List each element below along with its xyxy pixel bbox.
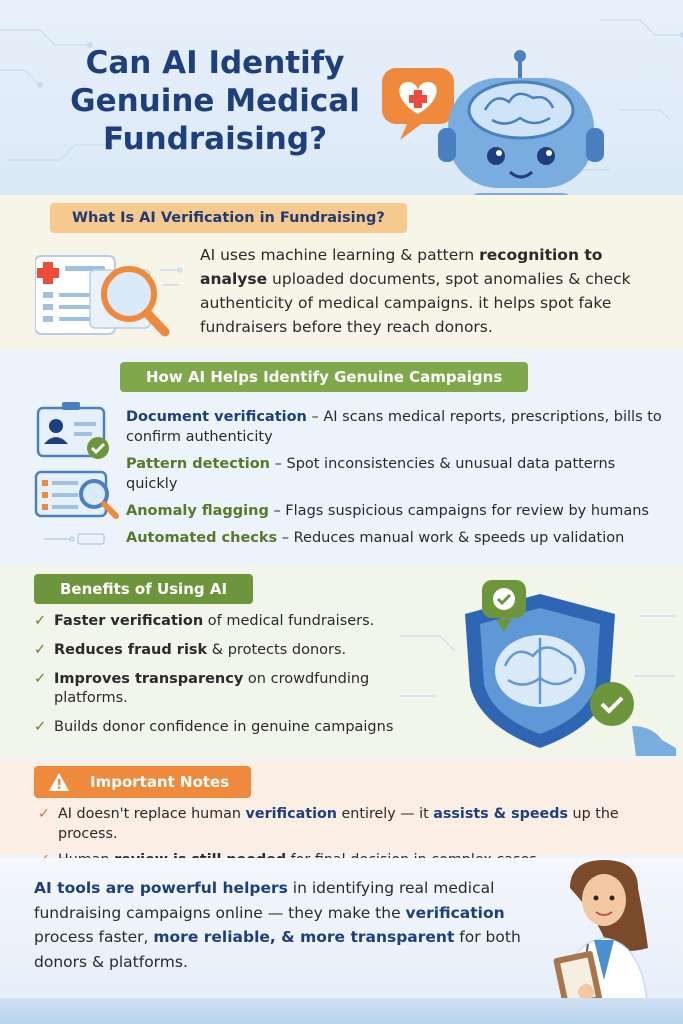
conclusion-part: process faster, bbox=[34, 928, 154, 946]
section-label-what-is: What Is AI Verification in Fundraising? bbox=[50, 203, 407, 233]
conclusion-section bbox=[0, 858, 683, 1024]
conclusion-bold: more reliable, & more transparent bbox=[153, 928, 455, 946]
list-item bbox=[38, 804, 668, 844]
list-item bbox=[34, 670, 404, 708]
item-term: Document verification bbox=[126, 409, 307, 425]
benefit-text: Builds donor confidence in genuine campaigns bbox=[54, 719, 394, 735]
benefit-bold: Faster verification bbox=[54, 613, 204, 629]
shield-brain-icon bbox=[400, 576, 680, 756]
section-label-how-ai-helps: How AI Helps Identify Genuine Campaigns bbox=[120, 362, 528, 392]
section-label-benefits: Benefits of Using AI bbox=[34, 574, 253, 604]
header-section bbox=[0, 0, 683, 195]
benefit-text: & protects donors. bbox=[207, 642, 347, 658]
important-notes-label: Important Notes bbox=[90, 773, 230, 791]
note-text: up the process. bbox=[58, 806, 619, 842]
list-item bbox=[126, 407, 666, 447]
document-magnifier-icon bbox=[35, 250, 185, 340]
description-highlight: recognition to analyse bbox=[200, 246, 603, 288]
check-icon bbox=[590, 682, 634, 726]
conclusion-bold: AI tools are powerful helpers bbox=[34, 879, 288, 897]
list-item bbox=[34, 641, 404, 660]
title-line-1: Can AI Identify bbox=[85, 45, 345, 81]
item-term: Anomaly flagging bbox=[126, 503, 269, 519]
title-line-3: Fundraising? bbox=[102, 121, 328, 157]
benefit-text: of medical fundraisers. bbox=[203, 613, 375, 629]
item-term: Pattern detection bbox=[126, 456, 271, 472]
what-is-ai-verification-section bbox=[0, 195, 683, 350]
benefit-bold: Reduces fraud risk bbox=[54, 642, 208, 658]
list-item bbox=[34, 718, 404, 737]
note-bold: verification bbox=[245, 806, 337, 822]
conclusion-part: for both donors & platforms. bbox=[34, 928, 521, 971]
check-icon: ✓ bbox=[34, 719, 47, 735]
how-ai-helps-section bbox=[0, 352, 683, 565]
note-text: AI doesn't replace human bbox=[58, 806, 246, 822]
conclusion-part: in identifying real medical fundraising campaigns online — they make the bbox=[34, 879, 495, 922]
description-part-2: uploaded documents, spot anomalies & check authenticity of medical campaigns. it helps spot fake fundraisers before they reach donors. bbox=[200, 270, 631, 336]
page-title bbox=[40, 44, 390, 158]
conclusion-text bbox=[34, 876, 524, 974]
item-description: – Spot inconsistencies & unusual data patterns quickly bbox=[126, 456, 616, 492]
list-item bbox=[34, 612, 404, 631]
check-icon: ✓ bbox=[38, 806, 50, 822]
item-description: – Flags suspicious campaigns for review by humans bbox=[268, 503, 649, 519]
check-icon: ✓ bbox=[34, 671, 47, 687]
benefits-section bbox=[0, 566, 683, 758]
item-term: Automated checks bbox=[126, 530, 278, 546]
what-is-description bbox=[200, 243, 660, 339]
checklist-icon bbox=[36, 472, 116, 516]
benefit-text: on crowdfunding platforms. bbox=[54, 671, 370, 706]
item-description: – Reduces manual work & speeds up validation bbox=[277, 530, 625, 546]
bottom-band bbox=[0, 998, 683, 1024]
benefit-bold: Improves transparency bbox=[54, 671, 244, 687]
id-card-icon bbox=[38, 402, 109, 459]
conclusion-bold: verification bbox=[405, 903, 505, 922]
check-icon: ✓ bbox=[34, 613, 47, 629]
title-line-2: Genuine Medical bbox=[70, 83, 360, 119]
warning-icon bbox=[48, 772, 70, 792]
section-label-important-notes bbox=[34, 766, 251, 798]
note-bold: assists & speeds bbox=[433, 806, 568, 822]
list-item bbox=[126, 454, 666, 494]
check-icon: ✓ bbox=[34, 642, 47, 658]
description-part-1: AI uses machine learning & pattern bbox=[200, 246, 480, 264]
list-item bbox=[126, 528, 666, 548]
robot-icon bbox=[380, 48, 610, 218]
verification-illustrations bbox=[32, 402, 122, 562]
important-notes-section bbox=[0, 760, 683, 855]
note-text: entirely — it bbox=[336, 806, 434, 822]
how-ai-helps-list bbox=[126, 407, 666, 555]
item-description: – AI scans medical reports, prescriptions, bills to confirm authenticity bbox=[126, 409, 662, 445]
benefits-list bbox=[34, 612, 404, 747]
list-item bbox=[126, 501, 666, 521]
